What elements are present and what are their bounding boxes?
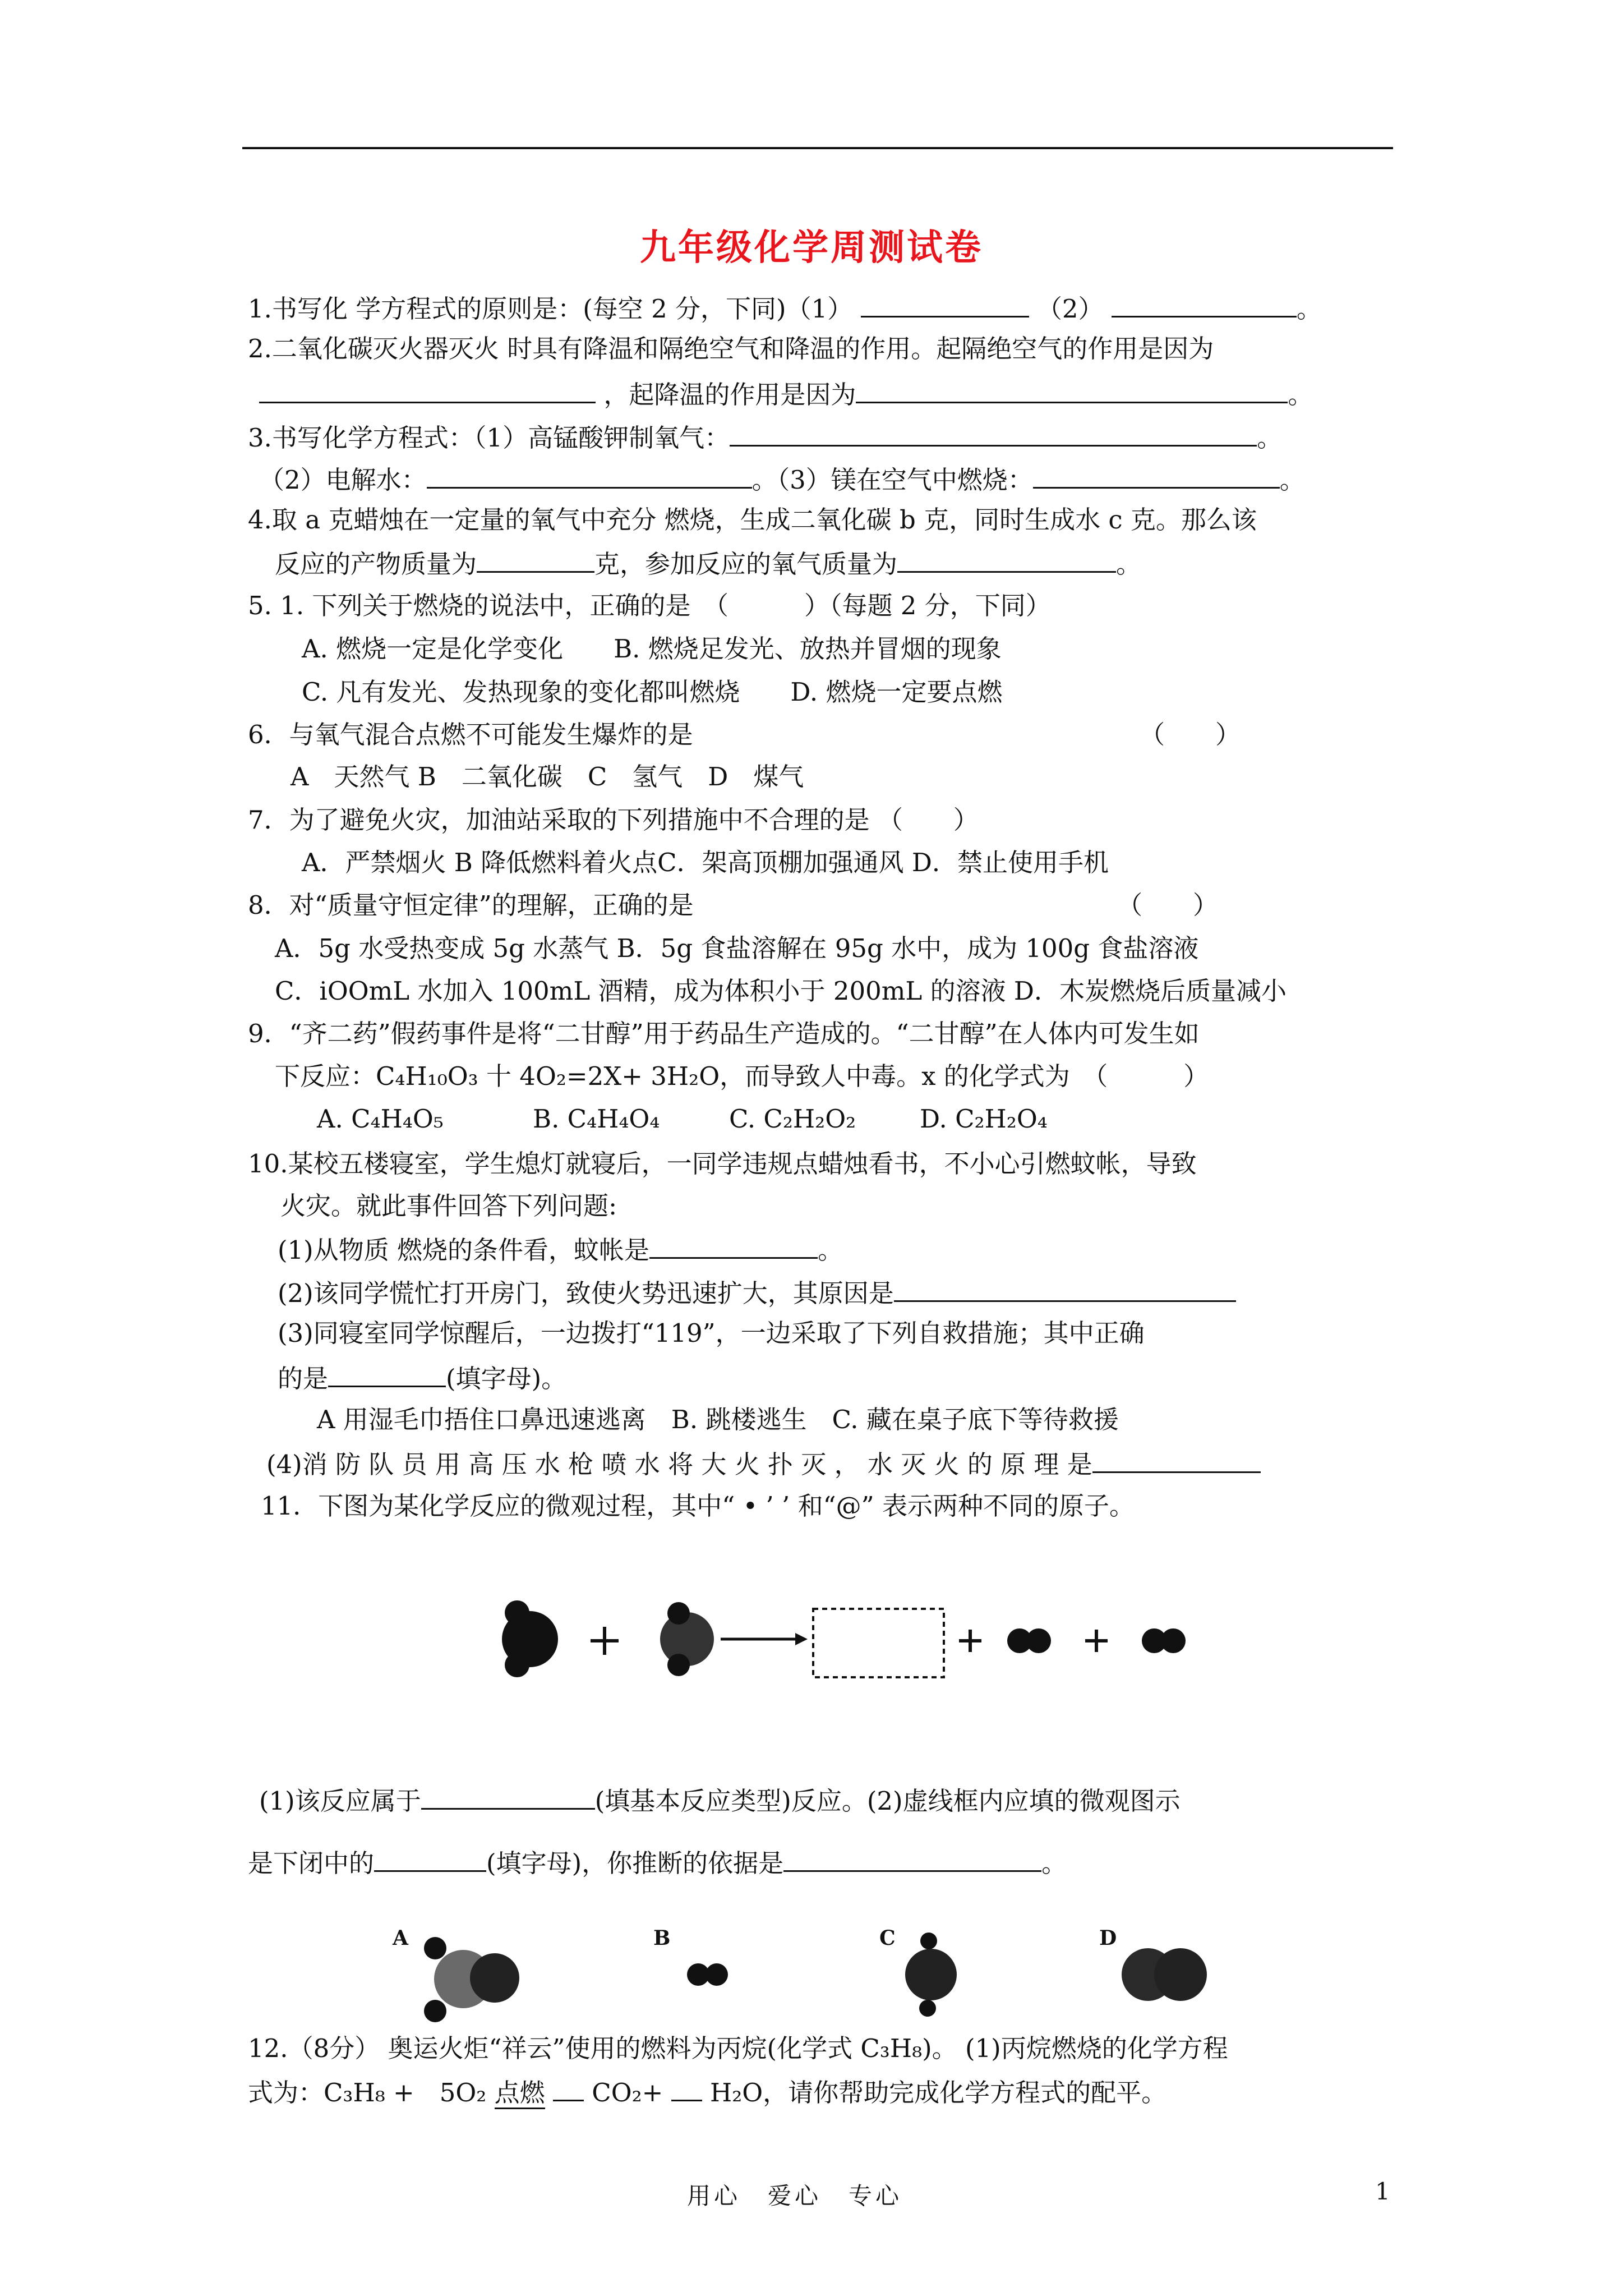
q3-line2a: （2）电解水： bbox=[259, 465, 427, 495]
q12-line2c: H₂O，请你帮助完成化学方程式的配平。 bbox=[709, 2078, 1167, 2108]
question-10-line1: 10.某校五楼寝室，学生熄灯就寝后，一同学违规点蜡烛看书，不小心引燃蚊帐，导致 bbox=[248, 1149, 1197, 1179]
q12-blank-1[interactable] bbox=[553, 2074, 584, 2101]
option-label-a: A bbox=[393, 1926, 408, 1950]
q12-line2a: 式为：C₃H₈ + 5O₂ bbox=[248, 2078, 487, 2108]
question-10-part3a: (3)同寝室同学惊醒后，一边拨打“119”，一边采取了下列自救措施；其中正确 bbox=[278, 1318, 1145, 1348]
question-6-answer-paren: （ ） bbox=[1140, 720, 1241, 749]
question-12-line2 bbox=[248, 2074, 1166, 2110]
q2-mid: ，起降温的作用是因为 bbox=[603, 380, 856, 409]
q1-text: 1.书写化 学方程式的原则是：(每空 2 分，下同)（1） bbox=[248, 294, 853, 324]
option-label-d: D bbox=[1099, 1926, 1117, 1950]
question-11-stem: 11．下图为某化学反应的微观过程，其中“ • ’ ’ 和“@” 表示两种不同的原子。 bbox=[261, 1491, 1135, 1521]
q3-line2b: 。（3）镁在空气中燃烧： bbox=[751, 465, 1033, 495]
q4-line2b: 克，参加反应的氧气质量为 bbox=[594, 549, 898, 579]
q3-end2: 。 bbox=[1279, 465, 1305, 495]
question-10-options: A 用湿毛巾捂住口鼻迅速逃离 B. 跳楼逃生 C. 藏在桌子底下等待救援 bbox=[317, 1405, 1119, 1434]
question-9-option-c: C. C₂H₂O₂ bbox=[729, 1104, 856, 1134]
question-8-answer-paren: （ ） bbox=[1117, 890, 1219, 920]
question-5-stem: 5. 1. 下列关于燃烧的说法中，正确的是 （ ）（每题 2 分，下同） bbox=[248, 591, 1051, 620]
q1-end: 。 bbox=[1296, 294, 1322, 324]
q10-p2: (2)该同学慌忙打开房门，致使火势迅速扩大，其原因是 bbox=[278, 1278, 894, 1308]
question-10-line2: 火灾。就此事件回答下列问题: bbox=[280, 1191, 617, 1221]
option-b-molecule bbox=[687, 1963, 728, 1986]
q11-p2b: (填字母)，你推断的依据是 bbox=[486, 1848, 784, 1878]
page-title: 九年级化学周测试卷 bbox=[640, 227, 983, 269]
page-number: 1 bbox=[1375, 2178, 1390, 2205]
q3-line1: 3.书写化学方程式：（1）高锰酸钾制氧气： bbox=[248, 423, 730, 453]
q10-p1: (1)从物质 燃烧的条件看，蚊帐是 bbox=[278, 1235, 650, 1265]
question-9-option-a: A. C₄H₄O₅ bbox=[317, 1104, 444, 1134]
question-9-option-d: D. C₂H₂O₄ bbox=[920, 1104, 1048, 1134]
q4-end: 。 bbox=[1116, 549, 1142, 579]
q11-p1b: (填基本反应类型)反应。(2)虚线框内应填的微观图示 bbox=[594, 1786, 1181, 1816]
q11-p1a: (1)该反应属于 bbox=[259, 1786, 421, 1816]
q4-line2a: 反应的产物质量为 bbox=[275, 549, 477, 579]
question-5-options-cd: C. 凡有发光、发热现象的变化都叫燃烧 D. 燃烧一定要点燃 bbox=[302, 677, 1003, 707]
question-9-line1: 9．“齐二药”假药事件是将“二甘醇”用于药品生产造成的。“二甘醇”在人体内可发生如 bbox=[248, 1019, 1200, 1048]
q12-reaction-condition: 点燃 bbox=[495, 2078, 545, 2109]
question-12-line1: 12.（8分） 奥运火炬“祥云”使用的燃料为丙烷(化学式 C₃H₈)。 (1)丙烷燃烧的化学方程 bbox=[248, 2033, 1228, 2063]
question-7-options: A．严禁烟火 B 降低燃料着火点C．架高顶棚加强通风 D．禁止使用手机 bbox=[302, 848, 1109, 877]
q11-p2end: 。 bbox=[1041, 1848, 1067, 1878]
option-d-molecule bbox=[1122, 1948, 1207, 2001]
q10-p3b: 的是 bbox=[278, 1364, 329, 1393]
q12-blank-2[interactable] bbox=[671, 2074, 702, 2101]
q10-p3c: (填字母)。 bbox=[446, 1364, 567, 1393]
question-8-stem: 8．对“质量守恒定律”的理解，正确的是 bbox=[248, 890, 694, 920]
question-8-options-cd: C．iOOmL 水加入 100mL 酒精，成为体积小于 200mL 的溶液 D．木炭燃烧后质量减小 bbox=[275, 976, 1287, 1006]
q11-p2a: 是下闭中的 bbox=[248, 1848, 375, 1878]
q3-end1: 。 bbox=[1257, 423, 1283, 453]
question-6-options: A 天然气 B 二氧化碳 C 氢气 D 煤气 bbox=[291, 762, 804, 792]
q1-mid: （2） bbox=[1036, 294, 1104, 324]
option-a-molecule bbox=[424, 1937, 519, 2022]
q10-p1end: 。 bbox=[818, 1235, 843, 1265]
q10-p4: (4)消 防 队 员 用 高 压 水 枪 喷 水 将 大 火 扑 灭 ， 水 灭 火 的 原 理 是 bbox=[266, 1450, 1092, 1479]
question-6-stem: 6．与氧气混合点燃不可能发生爆炸的是 bbox=[248, 720, 693, 749]
q12-line2b: CO₂+ bbox=[592, 2078, 663, 2108]
question-9-line2: 下反应：C₄H₁₀O₃ 十 4O₂=2X+ 3H₂O，而导致人中毒。x 的化学式为 （ ） bbox=[275, 1061, 1209, 1091]
question-7-stem: 7．为了避免火灾，加油站采取的下列措施中不合理的是 （ ） bbox=[248, 805, 979, 835]
option-c-molecule bbox=[905, 1932, 957, 2017]
option-label-c: C bbox=[879, 1926, 896, 1950]
question-4-line1: 4.取 a 克蜡烛在一定量的氧气中充分 燃烧，生成二氧化碳 b 克，同时生成水 c 克。那么该 bbox=[248, 505, 1257, 535]
q2-end: 。 bbox=[1288, 380, 1313, 409]
question-9-option-b: B. C₄H₄O₄ bbox=[533, 1104, 660, 1134]
question-5-options-ab: A. 燃烧一定是化学变化 B. 燃烧足发光、放热并冒烟的现象 bbox=[302, 634, 1002, 664]
option-label-b: B bbox=[653, 1926, 671, 1950]
page-footer: 用心 爱心 专心 bbox=[687, 2182, 903, 2210]
question-8-options-ab: A．5g 水受热变成 5g 水蒸气 B．5g 食盐溶解在 95g 水中，成为 100g 食盐溶液 bbox=[275, 933, 1199, 963]
question-2-line1: 2.二氧化碳灭火器灭火 时具有降温和隔绝空气和降温的作用。起隔绝空气的作用是因为 bbox=[248, 334, 1214, 364]
